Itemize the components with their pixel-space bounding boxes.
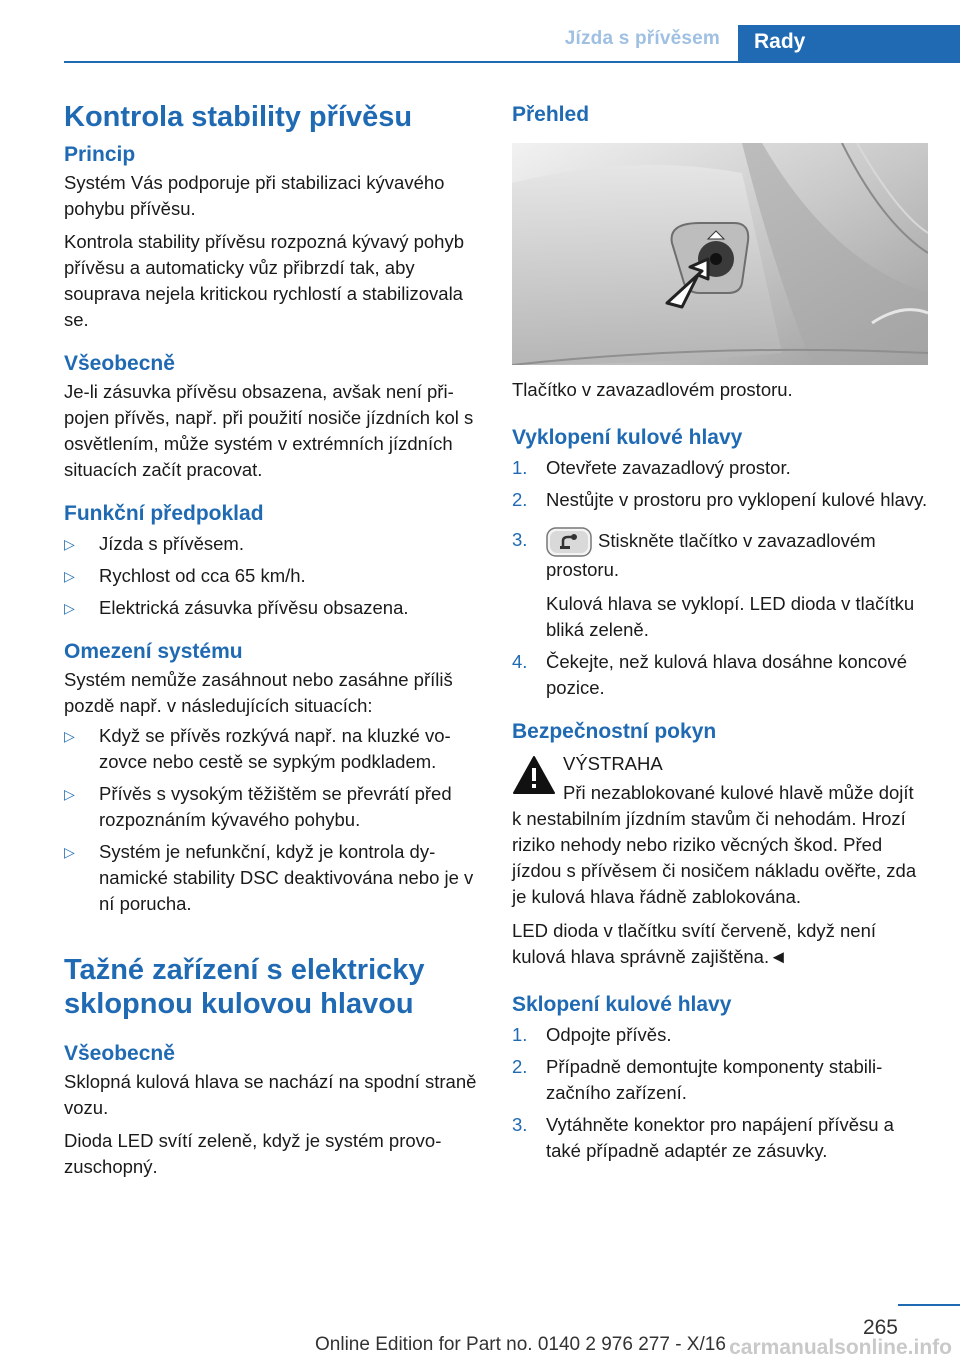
- edition-text: Online Edition for Part no. 0140 2 976 277 - X/16: [315, 1334, 726, 1355]
- warning-block: [512, 751, 928, 910]
- step-number: 4.: [512, 651, 528, 672]
- list-item: [64, 531, 480, 557]
- numbered-list: [512, 455, 928, 701]
- paragraph: LED dioda v tlačítku svítí červeně, když není kulová hlava správně zajištěna.◄: [512, 920, 877, 967]
- bullet-list: [64, 723, 480, 917]
- triangle-bullet-icon: ▷: [64, 786, 75, 802]
- list-item-text: Systém je nefunkční, když je kontrola dynamické stability DSC deaktivována nebo je v ní porucha.: [99, 841, 474, 914]
- paragraph: Sklopná kulová hlava se nachází na spodní straně vozu.: [64, 1071, 477, 1118]
- header-tab: Rady: [738, 25, 960, 62]
- list-item: [64, 781, 480, 833]
- heading-vseobecne: Všeobecně: [64, 352, 175, 375]
- photo-caption: Tlačítko v zavazadlovém prostoru.: [512, 379, 793, 400]
- warning-title: VÝSTRAHA: [563, 753, 663, 774]
- step-number: 2.: [512, 1056, 528, 1077]
- page-title: Kontrola stability přívěsu: [64, 101, 413, 133]
- watermark: carmanualsonline.info: [729, 1336, 952, 1359]
- numbered-list: [512, 1022, 928, 1164]
- warning-triangle-icon: [512, 755, 556, 795]
- paragraph: Kontrola stability přívěsu rozpozná kývavý pohyb přívěsu a automaticky vůz přibrzdí tak, aby souprava nejela kritickou rychlostí a stabilizovala se.: [64, 231, 465, 330]
- list-item: [512, 455, 928, 481]
- list-item-text: Přívěs s vysokým těžištěm se převrátí před rozpoznáním kývavého pohybu.: [99, 783, 452, 830]
- header-section-title: Jízda s přívěsem: [564, 28, 720, 49]
- triangle-bullet-icon: ▷: [64, 844, 75, 860]
- step-text: Otevřete zavazadlový prostor.: [546, 457, 791, 478]
- step-text: Případně demontujte komponenty stabilizačního zařízení.: [546, 1056, 883, 1103]
- step-subtext: Kulová hlava se vyklopí. LED dioda v tlačítku bliká zeleně.: [546, 593, 915, 640]
- heading-bezpecnostni-pokyn: Bezpečnostní pokyn: [512, 720, 717, 743]
- tow-hitch-button-icon: [546, 527, 592, 557]
- warning-text: Při nezablokované kulové hlavě může dojít k nestabilním jízdním stavům či nehodám. Hrozí riziko nehody nebo riziko věcných škod. Před jízdou s přívěsem či nosičem nákladu ověřte, zda je kulová hlava řádně zablokována.: [512, 782, 917, 907]
- step-text: Stiskněte tlačítko v zavazadlovém prostoru.: [546, 529, 876, 580]
- triangle-bullet-icon: ▷: [64, 728, 75, 744]
- list-item: [64, 595, 480, 621]
- list-item: [512, 1054, 928, 1106]
- heading-princip: Princip: [64, 143, 136, 166]
- step-number: 1.: [512, 1024, 528, 1045]
- step-text: Odpojte přívěs.: [546, 1024, 672, 1045]
- list-item-text: Rychlost od cca 65 km/h.: [99, 565, 306, 586]
- step-number: 3.: [512, 529, 528, 550]
- list-item: [512, 1022, 928, 1048]
- step-text: Vytáhněte konektor pro napájení přívěsu a také případně adaptér ze zásuvky.: [546, 1114, 894, 1161]
- section-title: Tažné zařízení s elektricky sklopnou kulovou hlavou: [64, 954, 425, 1020]
- triangle-bullet-icon: ▷: [64, 568, 75, 584]
- heading-omezeni-systemu: Omezení systému: [64, 640, 243, 663]
- heading-sklopeni: Sklopení kulové hlavy: [512, 993, 732, 1016]
- paragraph: Systém nemůže zasáhnout nebo zasáhne příliš pozdě např. v následujících situacích:: [64, 669, 453, 716]
- triangle-bullet-icon: ▷: [64, 600, 75, 616]
- paragraph: Je-li zásuvka přívěsu obsazena, avšak není připojen přívěs, např. při použití nosiče jízdních kol s osvětlením, může systém v extrémních jízdních situacích začít pracovat.: [64, 381, 474, 480]
- list-item: [512, 649, 928, 701]
- right-column: [512, 100, 928, 1170]
- list-item-text: Když se přívěs rozkývá např. na kluzké vozovce nebo cestě se sypkým podkladem.: [99, 725, 451, 772]
- heading-vseobecne-2: Všeobecně: [64, 1042, 175, 1065]
- list-item: [512, 527, 928, 643]
- list-item-text: Elektrická zásuvka přívěsu obsazena.: [99, 597, 409, 618]
- heading-prehled: Přehled: [512, 103, 590, 126]
- list-item-text: Jízda s přívěsem.: [99, 533, 244, 554]
- header-rule: [64, 61, 960, 63]
- list-item: [512, 1112, 928, 1164]
- heading-vyklopeni: Vyklopení kulové hlavy: [512, 426, 743, 449]
- step-number: 3.: [512, 1114, 528, 1135]
- footer-rule: [898, 1304, 960, 1306]
- heading-funkcni-predpoklad: Funkční předpoklad: [64, 502, 264, 525]
- page-number: 265: [862, 1316, 898, 1339]
- list-item: [64, 723, 480, 775]
- list-item: [512, 487, 928, 513]
- trunk-button-photo: [512, 143, 928, 365]
- paragraph: Systém Vás podporuje při stabilizaci kývavého pohybu přívěsu.: [64, 172, 445, 219]
- list-item: [64, 839, 480, 917]
- step-text: Čekejte, než kulová hlava dosáhne koncové pozice.: [546, 651, 907, 698]
- step-number: 2.: [512, 489, 528, 510]
- triangle-bullet-icon: ▷: [64, 536, 75, 552]
- list-item: [64, 563, 480, 589]
- left-column: [64, 100, 480, 1180]
- step-text: Nestůjte v prostoru pro vyklopení kulové hlavy.: [546, 489, 928, 510]
- paragraph: Dioda LED svítí zeleně, když je systém provozuschopný.: [64, 1130, 442, 1177]
- bullet-list: [64, 531, 480, 621]
- step-number: 1.: [512, 457, 528, 478]
